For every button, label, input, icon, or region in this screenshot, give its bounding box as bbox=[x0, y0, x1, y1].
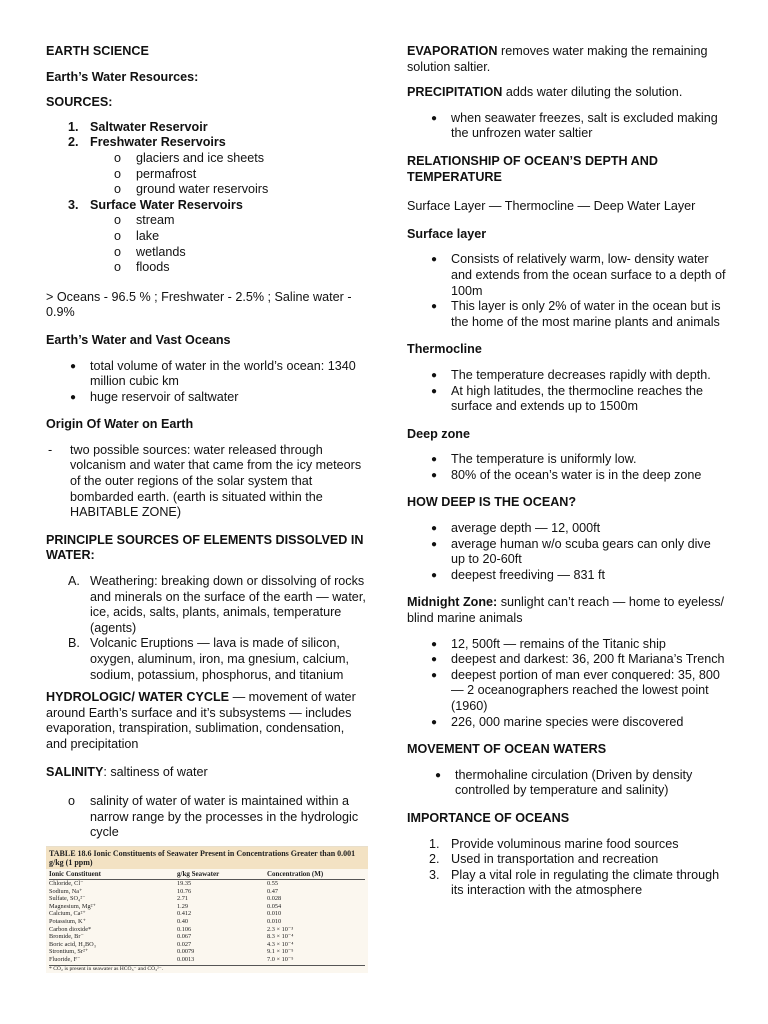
precipitation-text: adds water diluting the solution. bbox=[502, 85, 683, 100]
evaporation-text: removes water making the remaining solution saltier. bbox=[407, 44, 708, 74]
bullet-text: At high latitudes, the thermocline reaches the surface and extends up to 1500m bbox=[451, 383, 704, 414]
principle-text: Weathering: breaking down or dissolving of rocks and minerals on the surface of the earth — water, ice, acids, salts, plants, animals, temperature (agents) bbox=[90, 574, 366, 635]
bullet-marker: ● bbox=[431, 523, 438, 535]
table-cell: 0.010 bbox=[267, 917, 282, 925]
page-title: EARTH SCIENCE bbox=[46, 44, 149, 58]
bullet-item bbox=[407, 668, 727, 715]
bullet-item bbox=[407, 537, 727, 568]
importance-item bbox=[407, 868, 727, 899]
table-row bbox=[49, 903, 365, 911]
sub-list bbox=[46, 151, 368, 198]
bullet-marker: ● bbox=[70, 391, 77, 403]
section-subtitle: Earth’s Water Resources: bbox=[46, 69, 199, 84]
bullet-item bbox=[407, 299, 727, 330]
table-cell: 9.1 × 10⁻⁵ bbox=[267, 948, 294, 956]
sub-list-item bbox=[46, 229, 368, 245]
thermocline-list bbox=[407, 368, 727, 415]
table-row bbox=[49, 910, 365, 918]
importance-text: Provide voluminous marine food sources bbox=[451, 836, 679, 851]
salinity-label: SALINITY bbox=[46, 764, 104, 779]
bullet-text: total volume of water in the world’s ocean: 1340 million cubic km bbox=[90, 358, 356, 389]
table-row bbox=[49, 956, 365, 964]
bullet-marker: ● bbox=[70, 360, 77, 372]
how-deep-heading: HOW DEEP IS THE OCEAN? bbox=[407, 495, 577, 510]
bullet-text: The temperature decreases rapidly with depth. bbox=[451, 367, 711, 382]
table-cell: 0.0079 bbox=[177, 948, 195, 956]
table-cell: 0.028 bbox=[267, 895, 282, 903]
table-cell: Strontium, Sr²⁺ bbox=[49, 948, 89, 956]
midnight-zone-list bbox=[407, 637, 727, 731]
deep-zone-list bbox=[407, 452, 727, 483]
table-cell: Boric acid, H₃BO₃ bbox=[49, 940, 96, 948]
table-row bbox=[49, 948, 365, 956]
source-item bbox=[46, 120, 368, 136]
thermocline-heading: Thermocline bbox=[407, 342, 482, 357]
sources-heading: SOURCES: bbox=[46, 95, 113, 110]
table-cell: 0.55 bbox=[267, 880, 279, 887]
table-row bbox=[49, 933, 365, 941]
source-label: Saltwater Reservoir bbox=[90, 119, 208, 134]
table-cell: 10.76 bbox=[177, 887, 192, 895]
salinity-paragraph bbox=[46, 765, 368, 781]
table-footnote: * CO₂ is present in seawater as HCO₃⁻ and CO₃²⁻. bbox=[49, 965, 365, 973]
bullet-text: 226, 000 marine species were discovered bbox=[451, 714, 684, 729]
bullet-marker: ● bbox=[431, 454, 438, 466]
bullet-item bbox=[407, 111, 727, 142]
bullet-marker: ● bbox=[431, 538, 438, 550]
movement-list bbox=[407, 768, 727, 799]
table-cell: 2.71 bbox=[177, 895, 189, 903]
table-cell: 0.40 bbox=[177, 917, 189, 925]
bullet-marker: ● bbox=[431, 469, 438, 481]
deep-zone-heading: Deep zone bbox=[407, 426, 470, 441]
vast-oceans-heading: Earth’s Water and Vast Oceans bbox=[46, 332, 231, 347]
salinity-item bbox=[46, 794, 368, 841]
sub-list-item bbox=[46, 245, 368, 261]
precipitation-list bbox=[407, 111, 727, 142]
bullet-item bbox=[407, 568, 727, 584]
vast-oceans-list bbox=[46, 359, 368, 406]
bullet-marker: ● bbox=[431, 569, 438, 581]
bullet-item bbox=[407, 368, 727, 384]
sub-list-item bbox=[46, 151, 368, 167]
salinity-item-text: salinity of water of water is maintained within a narrow range by the processes in the hydrologic cycle bbox=[90, 794, 359, 840]
bullet-item bbox=[407, 652, 727, 668]
source-item bbox=[46, 135, 368, 151]
list-number: 1. bbox=[429, 836, 440, 851]
bullet-text: deepest freediving — 831 ft bbox=[451, 567, 606, 582]
table-row bbox=[49, 918, 365, 926]
sub-list-item bbox=[46, 260, 368, 276]
table-header-cell: g/kg Seawater bbox=[177, 870, 220, 878]
bullet-item bbox=[46, 390, 368, 406]
bullet-item bbox=[407, 521, 727, 537]
list-number: 3. bbox=[429, 867, 440, 882]
table-cell: 0.412 bbox=[177, 910, 192, 918]
dash-marker: - bbox=[48, 442, 53, 457]
principle-item bbox=[46, 574, 368, 636]
surface-layer-heading: Surface layer bbox=[407, 226, 487, 241]
how-deep-list bbox=[407, 521, 727, 583]
movement-heading: MOVEMENT OF OCEAN WATERS bbox=[407, 742, 607, 757]
left-column bbox=[46, 44, 368, 841]
table-row bbox=[49, 895, 365, 903]
table-cell: Magnesium, Mg²⁺ bbox=[49, 902, 96, 910]
table-cell: 4.3 × 10⁻⁴ bbox=[267, 940, 294, 948]
salinity-list bbox=[46, 794, 368, 841]
importance-item bbox=[407, 852, 727, 868]
table-cell: 0.067 bbox=[177, 933, 192, 941]
table-header-cell: Ionic Constituent bbox=[49, 870, 101, 878]
table-cell: Bromide, Br⁻ bbox=[49, 933, 84, 941]
salinity-text: : saltiness of water bbox=[103, 764, 208, 779]
bullet-item bbox=[407, 452, 727, 468]
table-header-row bbox=[49, 870, 365, 880]
source-label: Surface Water Reservoirs bbox=[90, 197, 243, 212]
circle-marker: o bbox=[114, 260, 122, 275]
importance-heading: IMPORTANCE OF OCEANS bbox=[407, 810, 570, 825]
table-cell: Sulfate, SO₄²⁻ bbox=[49, 895, 86, 903]
table-cell: Chloride, Cl⁻ bbox=[49, 880, 84, 887]
principle-item bbox=[46, 636, 368, 683]
circle-marker: o bbox=[114, 213, 122, 228]
table-title: TABLE 18.6 Ionic Constituents of Seawater Present in Concentrations Greater than 0.001 g/kg (1 ppm) bbox=[46, 847, 368, 869]
bullet-marker: ● bbox=[431, 716, 438, 728]
bullet-marker: ● bbox=[431, 254, 438, 266]
evaporation-paragraph bbox=[407, 44, 727, 75]
alpha-marker: A. bbox=[68, 574, 80, 589]
table-row bbox=[49, 888, 365, 896]
table-body bbox=[46, 880, 368, 964]
bullet-marker: ● bbox=[431, 112, 438, 124]
bullet-item bbox=[407, 637, 727, 653]
bullet-text: 12, 500ft — remains of the Titanic ship bbox=[451, 636, 666, 651]
circle-marker: o bbox=[114, 150, 122, 165]
principle-text: Volcanic Eruptions — lava is made of silicon, oxygen, aluminum, iron, ma gnesium, calcium, sodium, potassium, phosphorus, and titanium bbox=[90, 636, 349, 682]
water-cycle-paragraph bbox=[46, 690, 368, 752]
bullet-text: Consists of relatively warm, low- density water and extends from the ocean surface to a depth of 100m bbox=[451, 252, 726, 298]
importance-list bbox=[407, 837, 727, 899]
percentages-line: > Oceans - 96.5 % ; Freshwater - 2.5% ; Saline water - 0.9% bbox=[46, 289, 352, 320]
sub-item-text: glaciers and ice sheets bbox=[136, 150, 265, 165]
depth-temperature-heading: RELATIONSHIP OF OCEAN’S DEPTH AND TEMPERATURE bbox=[407, 153, 658, 184]
bullet-marker: ● bbox=[435, 769, 442, 781]
bullet-item bbox=[407, 252, 727, 299]
list-number: 3. bbox=[68, 197, 79, 212]
alpha-marker: B. bbox=[68, 636, 80, 651]
origin-item bbox=[46, 443, 368, 521]
table-row bbox=[49, 880, 365, 888]
bullet-text: 80% of the ocean’s water is in the deep zone bbox=[451, 467, 702, 482]
principle-list bbox=[46, 574, 368, 683]
circle-marker: o bbox=[114, 182, 122, 197]
circle-marker: o bbox=[114, 166, 122, 181]
bullet-text: thermohaline circulation (Driven by density controlled by temperature and salinity) bbox=[455, 767, 693, 798]
right-column bbox=[407, 44, 727, 899]
table-cell: Calcium, Ca²⁺ bbox=[49, 910, 86, 918]
table-cell: Carbon dioxide* bbox=[49, 925, 92, 933]
sources-list bbox=[46, 120, 368, 276]
layers-line: Surface Layer — Thermocline — Deep Water Layer bbox=[407, 199, 696, 214]
list-number: 2. bbox=[429, 852, 440, 867]
table-header-cell: Concentration (M) bbox=[267, 870, 324, 878]
sub-list-wrapper bbox=[46, 151, 368, 198]
table-cell: Sodium, Na⁺ bbox=[49, 887, 83, 895]
bullet-marker: ● bbox=[431, 385, 438, 397]
water-cycle-text: — movement of water around Earth’s surface and it’s subsystems — includes evaporation, transpiration, sublimation, condensation, and precipitation bbox=[46, 690, 356, 751]
origin-text: two possible sources: water released through volcanism and water that came from the icy meteors of the outer regions of the solar system that bombarded earth. (earth is situated within the HABITABLE ZONE) bbox=[70, 442, 362, 520]
bullet-marker: ● bbox=[431, 369, 438, 381]
sub-item-text: lake bbox=[136, 228, 160, 243]
importance-text: Play a vital role in regulating the climate through its interaction with the atmosphere bbox=[451, 867, 720, 898]
sub-list-item bbox=[46, 182, 368, 198]
bullet-text: This layer is only 2% of water in the ocean but is the home of the most marine plants and animals bbox=[451, 299, 721, 329]
precipitation-paragraph bbox=[407, 85, 727, 101]
table-cell: 7.0 × 10⁻⁵ bbox=[267, 955, 294, 963]
table-cell: 0.47 bbox=[267, 887, 279, 895]
sub-item-text: floods bbox=[136, 260, 170, 275]
bullet-marker: ● bbox=[431, 669, 438, 681]
evaporation-label: EVAPORATION bbox=[407, 44, 498, 58]
circle-marker: o bbox=[114, 244, 122, 259]
table-cell: 8.3 × 10⁻⁴ bbox=[267, 933, 294, 941]
bullet-item bbox=[407, 468, 727, 484]
source-label: Freshwater Reservoirs bbox=[90, 135, 226, 150]
table-cell: 0.106 bbox=[177, 925, 192, 933]
bullet-text: when seawater freezes, salt is excluded making the unfrozen water saltier bbox=[451, 110, 718, 141]
sub-list-item bbox=[46, 213, 368, 229]
table-cell: 0.010 bbox=[267, 910, 282, 918]
bullet-text: average depth — 12, 000ft bbox=[451, 521, 601, 536]
bullet-item bbox=[407, 715, 727, 731]
seawater-ions-table bbox=[46, 846, 368, 973]
table-row bbox=[49, 926, 365, 934]
origin-heading: Origin Of Water on Earth bbox=[46, 417, 194, 432]
bullet-marker: ● bbox=[431, 654, 438, 666]
circle-marker: o bbox=[114, 228, 122, 243]
table-cell: 19.35 bbox=[177, 880, 192, 887]
list-number: 2. bbox=[68, 135, 79, 150]
bullet-item bbox=[407, 768, 727, 799]
sub-list-wrapper bbox=[46, 213, 368, 275]
bullet-text: average human w/o scuba gears can only dive up to 20-60ft bbox=[451, 536, 711, 567]
table-cell: Fluoride, F⁻ bbox=[49, 955, 81, 963]
table-cell: Potassium, K⁺ bbox=[49, 917, 86, 925]
surface-layer-list bbox=[407, 252, 727, 330]
list-number: 1. bbox=[68, 119, 79, 134]
sub-item-text: ground water reservoirs bbox=[136, 182, 269, 197]
bullet-text: deepest portion of man ever conquered: 35, 800 — 2 oceanographers reached the lowest point (1960) bbox=[451, 667, 720, 713]
table-cell: 2.3 × 10⁻³ bbox=[267, 925, 294, 933]
circle-marker: o bbox=[68, 794, 76, 809]
bullet-item bbox=[407, 384, 727, 415]
bullet-text: The temperature is uniformly low. bbox=[451, 452, 637, 467]
midnight-zone-label: Midnight Zone: bbox=[407, 595, 498, 610]
importance-item bbox=[407, 837, 727, 853]
table-cell: 0.027 bbox=[177, 940, 192, 948]
bullet-marker: ● bbox=[431, 638, 438, 650]
principle-heading: PRINCIPLE SOURCES OF ELEMENTS DISSOLVED IN WATER: bbox=[46, 532, 364, 563]
bullet-item bbox=[46, 359, 368, 390]
table-cell: 0.0013 bbox=[177, 955, 195, 963]
midnight-zone-paragraph bbox=[407, 595, 727, 626]
table-cell: 0.054 bbox=[267, 902, 282, 910]
sub-item-text: stream bbox=[136, 213, 175, 228]
bullet-text: deepest and darkest: 36, 200 ft Mariana’s Trench bbox=[451, 652, 725, 667]
sub-list-item bbox=[46, 167, 368, 183]
precipitation-label: PRECIPITATION bbox=[407, 85, 503, 100]
sub-list bbox=[46, 213, 368, 275]
table-row bbox=[49, 941, 365, 949]
midnight-zone-text: sunlight can’t reach — home to eyeless/ blind marine animals bbox=[407, 595, 725, 626]
sub-item-text: permafrost bbox=[136, 166, 197, 181]
origin-list bbox=[46, 443, 368, 521]
sub-item-text: wetlands bbox=[136, 244, 186, 259]
water-cycle-label: HYDROLOGIC/ WATER CYCLE bbox=[46, 690, 230, 705]
table-cell: 1.29 bbox=[177, 902, 189, 910]
bullet-text: huge reservoir of saltwater bbox=[90, 389, 239, 404]
importance-text: Used in transportation and recreation bbox=[451, 852, 659, 867]
source-item bbox=[46, 198, 368, 214]
bullet-marker: ● bbox=[431, 301, 438, 313]
